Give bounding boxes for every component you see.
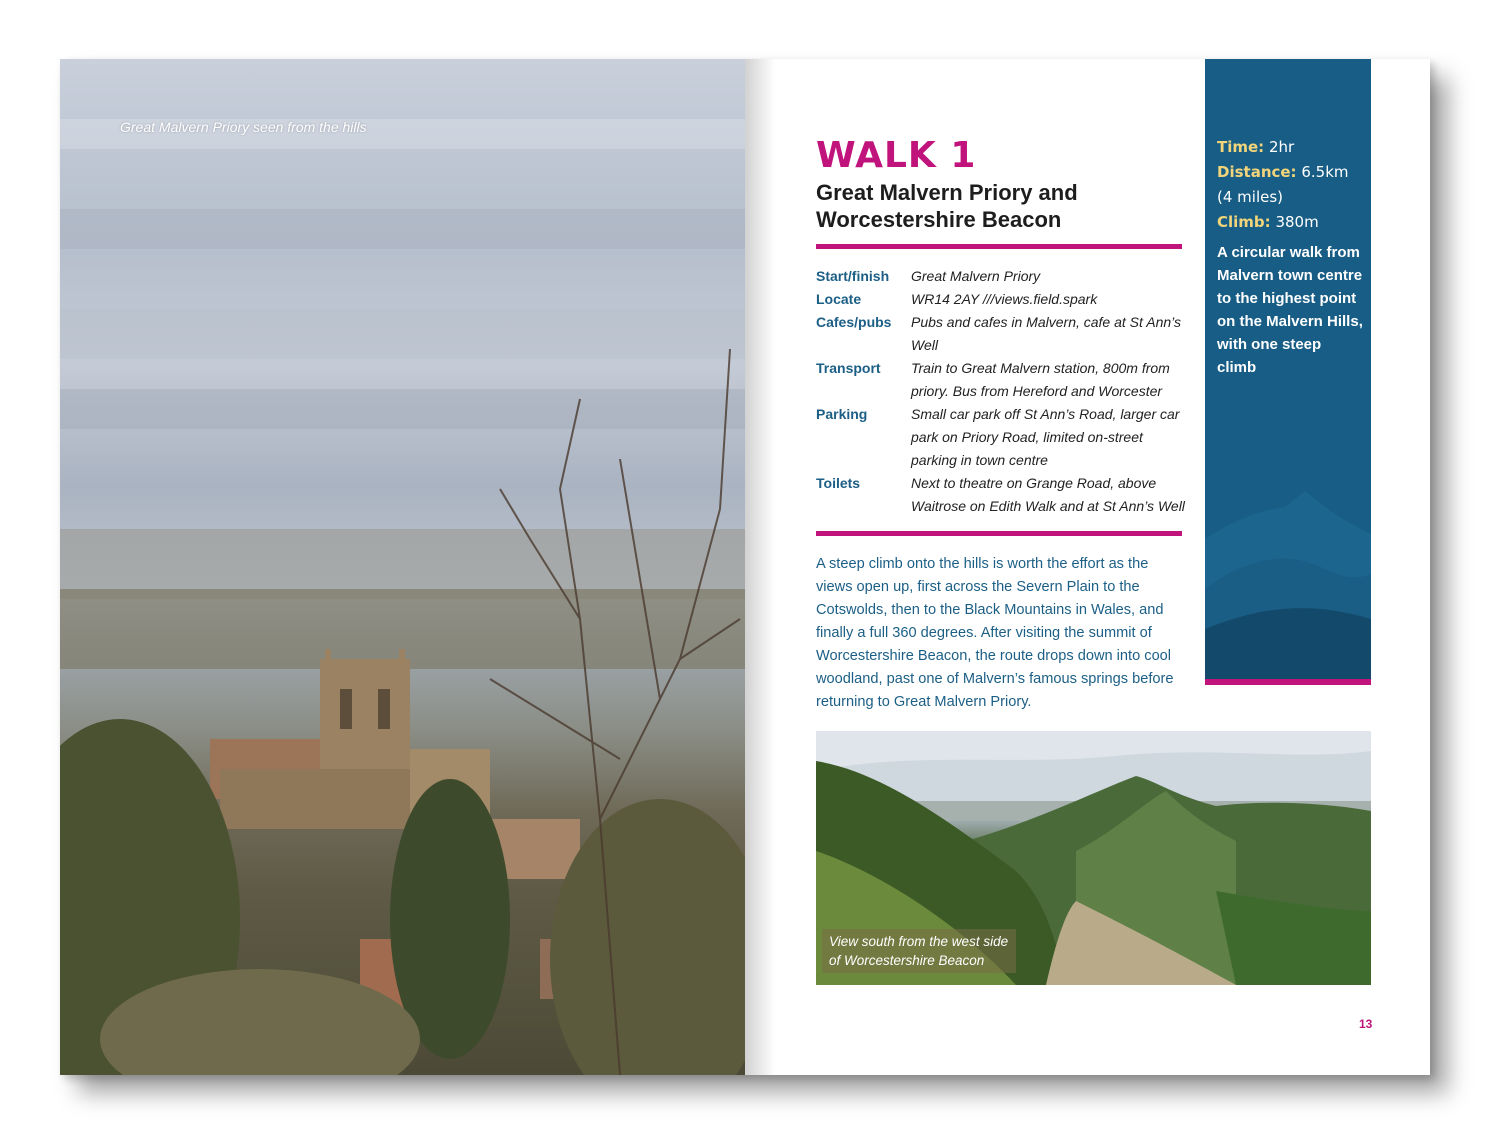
fact-row-transport <box>816 357 1186 403</box>
walk-title <box>816 179 1186 233</box>
fact-row-cafes <box>816 311 1186 357</box>
facts-divider <box>816 531 1182 536</box>
sidebar-distance <box>1217 160 1363 185</box>
hills-silhouette-illustration <box>1205 479 1371 685</box>
sidebar-distance-key: Distance: <box>1217 163 1297 181</box>
page-gutter-shadow <box>745 59 775 1075</box>
fact-row-parking <box>816 403 1186 472</box>
fact-key: Locate <box>816 291 862 307</box>
fact-key: Toilets <box>816 475 861 491</box>
priory-landscape-illustration <box>60 59 745 1075</box>
sidebar-text <box>1217 135 1363 379</box>
sidebar-time-key: Time: <box>1217 138 1265 156</box>
walk-summary-sidebar <box>1205 59 1371 685</box>
fact-key: Cafes/pubs <box>816 314 892 330</box>
fact-value: Great Malvern Priory <box>911 268 1041 284</box>
sidebar-summary: A circular walk from Malvern town centre to the highest point on the Malvern Hills, with one steep climb <box>1217 244 1363 376</box>
sidebar-time-value: 2hr <box>1268 138 1295 156</box>
photo-caption <box>822 929 1016 973</box>
fact-row-start <box>816 265 1186 288</box>
fact-key: Parking <box>816 406 868 422</box>
fact-value: Pubs and cafes in Malvern, cafe at St Ann’s Well <box>911 314 1182 353</box>
fact-row-locate <box>816 288 1186 311</box>
fact-value: WR14 2AY ///views.field.spark <box>911 291 1098 307</box>
fact-value: Next to theatre on Grange Road, above Waitrose on Edith Walk and at St Ann’s Well <box>911 475 1185 514</box>
walk-number-heading: WALK 1 <box>816 135 977 176</box>
sidebar-climb-key: Climb: <box>1217 213 1271 231</box>
sidebar-distance-miles: (4 miles) <box>1217 188 1284 206</box>
fact-key: Transport <box>816 360 881 376</box>
walk-title-line-1: Great Malvern Priory and <box>816 180 1078 205</box>
beacon-view-photo <box>816 731 1371 985</box>
book-spread <box>60 59 1430 1075</box>
right-page <box>745 59 1430 1075</box>
fact-value: Train to Great Malvern station, 800m from priory. Bus from Hereford and Worcester <box>911 360 1170 399</box>
fact-key: Start/finish <box>816 268 890 284</box>
fact-row-toilets <box>816 472 1186 518</box>
sidebar-time <box>1217 135 1363 160</box>
photo-caption-line-2: of Worcestershire Beacon <box>829 953 985 968</box>
title-divider <box>816 244 1182 249</box>
walk-intro-paragraph: A steep climb onto the hills is worth the effort as the views open up, first across the Severn Plain to the Cotswolds, then to the Black Mountains in Wales, and finally a full 360 degrees. After visiting the summit of Worcestershire Beacon, the route drops down into cool woodland, past one of Malvern’s famous springs before returning to Great Malvern Priory. <box>816 556 1174 710</box>
sidebar-climb <box>1217 210 1363 235</box>
walk-facts-table <box>816 265 1186 518</box>
photo-caption-line-1: View south from the west side <box>829 934 1009 949</box>
sidebar-distance-value: 6.5km <box>1301 163 1349 181</box>
left-photo-caption: Great Malvern Priory seen from the hills <box>120 119 367 135</box>
walk-title-line-2: Worcestershire Beacon <box>816 207 1062 232</box>
fact-value: Small car park off St Ann’s Road, larger car park on Priory Road, limited on-street parking in town centre <box>911 406 1180 468</box>
page-number: 13 <box>1359 1017 1373 1031</box>
sidebar-bottom-rule <box>1205 679 1371 685</box>
sidebar-climb-value: 380m <box>1275 213 1319 231</box>
left-page-photo <box>60 59 745 1075</box>
